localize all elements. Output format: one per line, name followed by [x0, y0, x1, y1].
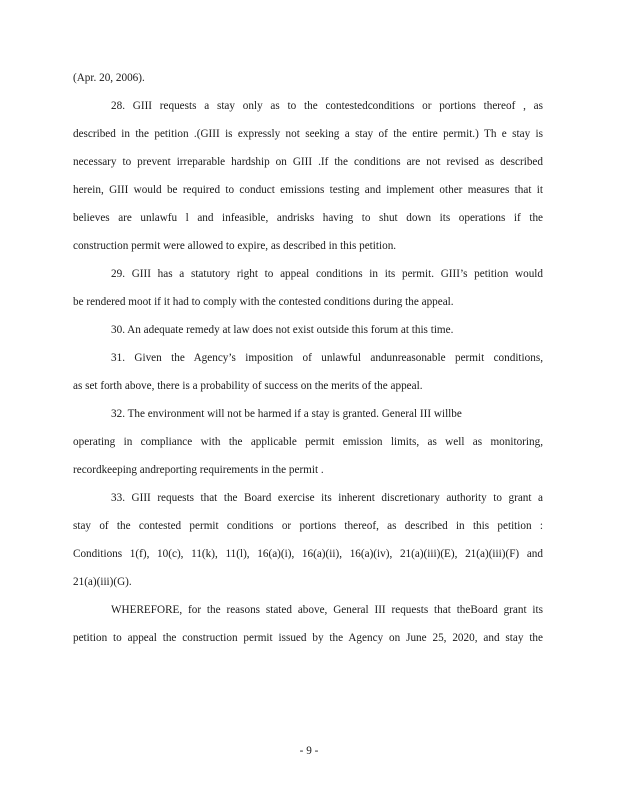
paragraph-32-line: operating in compliance with the applicable permit emission limits, as well as monitoring, — [73, 436, 543, 448]
paragraph-29-line: be rendered moot if it had to comply with the contested conditions during the appeal. — [73, 296, 454, 308]
paragraph-31-line: 31. Given the Agency’s imposition of unlawful andunreasonable permit conditions, — [111, 352, 543, 364]
paragraph-28-line: 28. GIII requests a stay only as to the contestedconditions or portions thereof , as — [111, 100, 543, 112]
paragraph-33-line: 21(a)(iii)(G). — [73, 576, 132, 588]
wherefore-paragraph-line: WHEREFORE, for the reasons stated above, General III requests that theBoard grant its — [111, 604, 543, 616]
paragraph-28-line: believes are unlawfu l and infeasible, andrisks having to shut down its operations if the — [73, 212, 543, 224]
wherefore-paragraph-line: petition to appeal the construction permit issued by the Agency on June 25, 2020, and stay the — [73, 632, 543, 644]
paragraph-28-line: described in the petition .(GIII is expressly not seeking a stay of the entire permit.) Th e stay is — [73, 128, 543, 140]
paragraph-32-line: recordkeeping andreporting requirements in the permit . — [73, 464, 324, 476]
page-number: - 9 - — [299, 745, 319, 757]
paragraph-32-line: 32. The environment will not be harmed if a stay is granted. General III willbe — [111, 408, 462, 420]
paragraph-30-line: 30. An adequate remedy at law does not exist outside this forum at this time. — [111, 324, 454, 336]
paragraph-29-line: 29. GIII has a statutory right to appeal conditions in its permit. GIII’s petition would — [111, 268, 543, 280]
text-line: (Apr. 20, 2006). — [73, 72, 145, 84]
paragraph-28-line: necessary to prevent irreparable hardship on GIII .If the conditions are not revised as described — [73, 156, 543, 168]
paragraph-28-line: construction permit were allowed to expire, as described in this petition. — [73, 240, 397, 252]
paragraph-31-line: as set forth above, there is a probability of success on the merits of the appeal. — [73, 380, 423, 392]
paragraph-28-line: herein, GIII would be required to conduct emissions testing and implement other measures that it — [73, 184, 543, 196]
paragraph-33-line: Conditions 1(f), 10(c), 11(k), 11(l), 16(a)(i), 16(a)(ii), 16(a)(iv), 21(a)(iii)(E), 21(a)(iii)(F) and — [73, 548, 543, 560]
paragraph-33-line: 33. GIII requests that the Board exercise its inherent discretionary authority to grant a — [111, 492, 543, 504]
paragraph-33-line: stay of the contested permit conditions or portions thereof, as described in this petition : — [73, 520, 543, 532]
